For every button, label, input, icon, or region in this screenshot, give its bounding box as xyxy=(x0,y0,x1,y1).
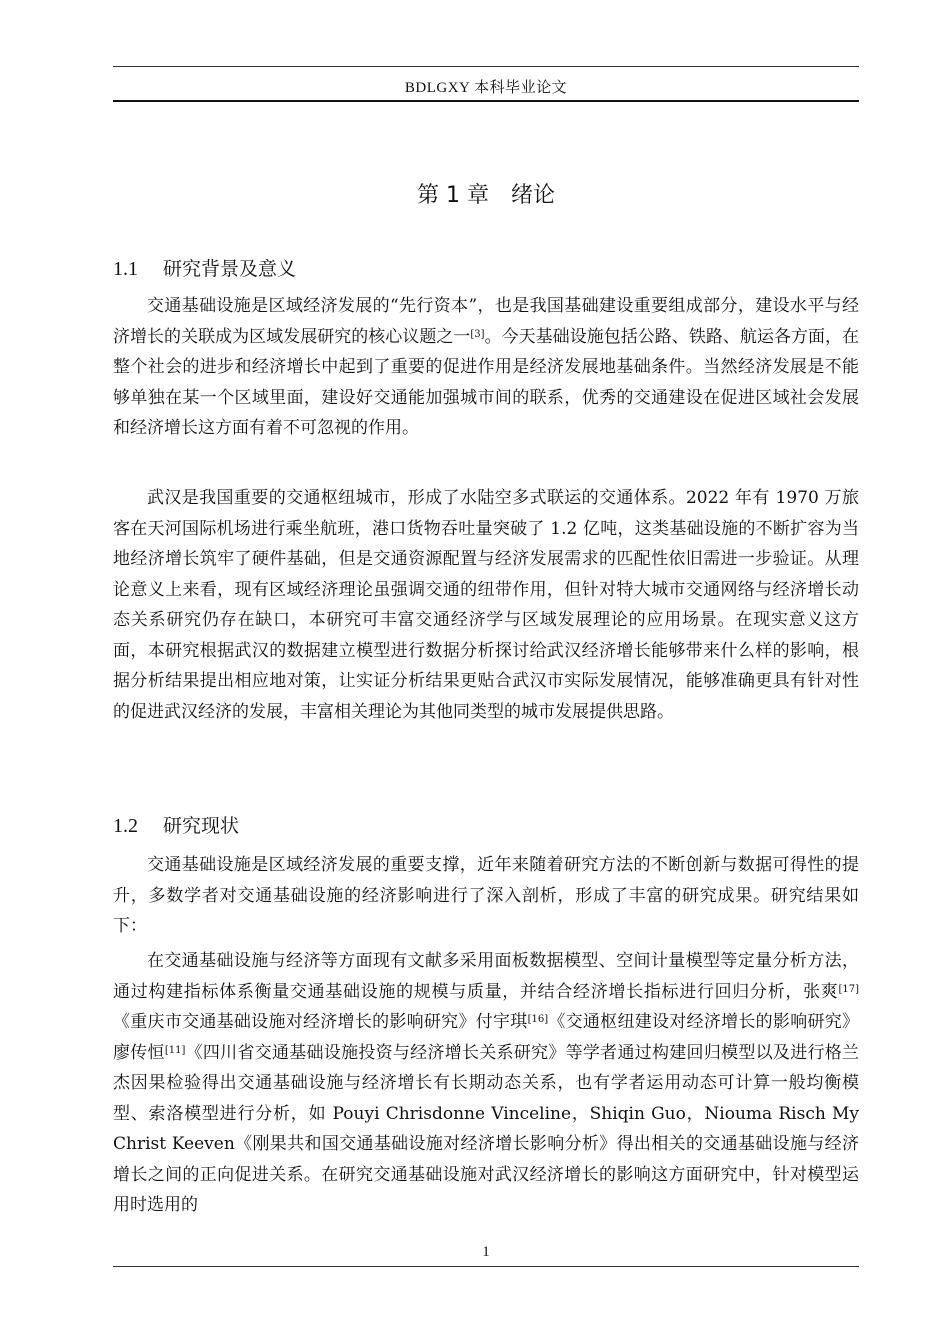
paragraph-2: 武汉是我国重要的交通枢纽城市，形成了水陆空多式联运的交通体系。2022 年有 1970 万旅客在天河国际机场进行乘坐航班，港口货物吞吐量突破了 1.2 亿吨，这类基础设施的不断扩容为当地经济增长筑牢了硬件基础，但是交通资源配置与经济发展需求的匹配性依旧需进一步验证。从理论意义上来看，现有区域经济理论虽强调交通的纽带作用，但针对特大城市交通网络与经济增长动态关系研究仍存在缺口，本研究可丰富交通经济学与区域发展理论的应用场景。在现实意义这方面，本研究根据武汉的数据建立模型进行数据分析探讨给武汉经济增长能够带来什么样的影响，根据分析结果提出相应地对策，让实证分析结果更贴合武汉市实际发展情况，能够准确更具有针对性的促进武汉经济的发展，丰富相关理论为其他同类型的城市发展提供思路。 xyxy=(113,488,859,722)
citation-ref: [17] xyxy=(838,983,859,995)
section-heading-1-2 xyxy=(113,811,239,838)
citation-ref: [11] xyxy=(164,1044,186,1056)
header-rule-top xyxy=(113,66,859,67)
citation-ref: [3] xyxy=(470,328,485,340)
section-number: 1.2 xyxy=(113,815,138,837)
paragraph-text: 《交通枢纽建设对经济增长的影响研究》廖传恒 xyxy=(113,1012,860,1063)
footer-rule xyxy=(113,1266,859,1267)
paragraph-4 xyxy=(113,946,859,1221)
section-title: 研究现状 xyxy=(163,815,240,837)
paragraph-1 xyxy=(113,291,859,444)
header-rule-bottom xyxy=(113,100,859,102)
page-number: 1 xyxy=(482,1244,490,1260)
section-title: 研究背景及意义 xyxy=(163,258,297,280)
paragraph-text: 。今天基础设施包括公路、铁路、航运各方面，在整个社会的进步和经济增长中起到了重要的促进作用是经济发展地基础条件。当然经济发展是不能够单独在某一个区域里面，建设好交通能加强城市间的联系，优秀的交通建设在促进区域社会发展和经济增长这方面有着不可忽视的作用。 xyxy=(113,326,860,438)
paragraph-text: 《四川省交通基础设施投资与经济增长关系研究》等学者通过构建回归模型以及进行格兰杰因果检验得出交通基础设施与经济增长有长期动态关系，也有学者运用动态可计算一般均衡模型、索洛模型进行分析，如 Pouyi Chrisdonne Vinceline，Shiqin Guo，Niouma Risch My Christ Keeven《刚果共和国交通基础设施对经济增长影响分析》得出相关的交通基础设施与经济增长之间的正向促进关系。在研究交通基础设施对武汉经济增长的影响这方面研究中，针对模型运用时选用的 xyxy=(113,1042,860,1215)
paragraph-3: 交通基础设施是区域经济发展的重要支撑，近年来随着研究方法的不断创新与数据可得性的提升，多数学者对交通基础设施的经济影响进行了深入剖析，形成了丰富的研究成果。研究结果如下： xyxy=(113,855,859,936)
paragraph-text: 在交通基础设施与经济等方面现有文献多采用面板数据模型、空间计量模型等定量分析方法，通过构建指标体系衡量交通基础设施的规模与质量，并结合经济增长指标进行回归分析，张爽 xyxy=(113,951,859,1002)
paragraph-text: 《重庆市交通基础设施对经济增长的影响研究》付宇琪 xyxy=(113,1012,528,1032)
paragraph-text: 交通基础设施是区域经济发展的“先行资本”，也是我国基础建设重要组成部分，建设水平与经济增长的关联成为区域发展研究的核心议题之一 xyxy=(113,296,859,347)
section-number: 1.1 xyxy=(113,258,138,280)
chapter-title: 第 1 章 绪论 xyxy=(417,183,555,208)
section-heading-1-1 xyxy=(113,254,296,281)
citation-ref: [16] xyxy=(527,1014,549,1025)
running-header: BDLGXY 本科毕业论文 xyxy=(404,80,568,96)
